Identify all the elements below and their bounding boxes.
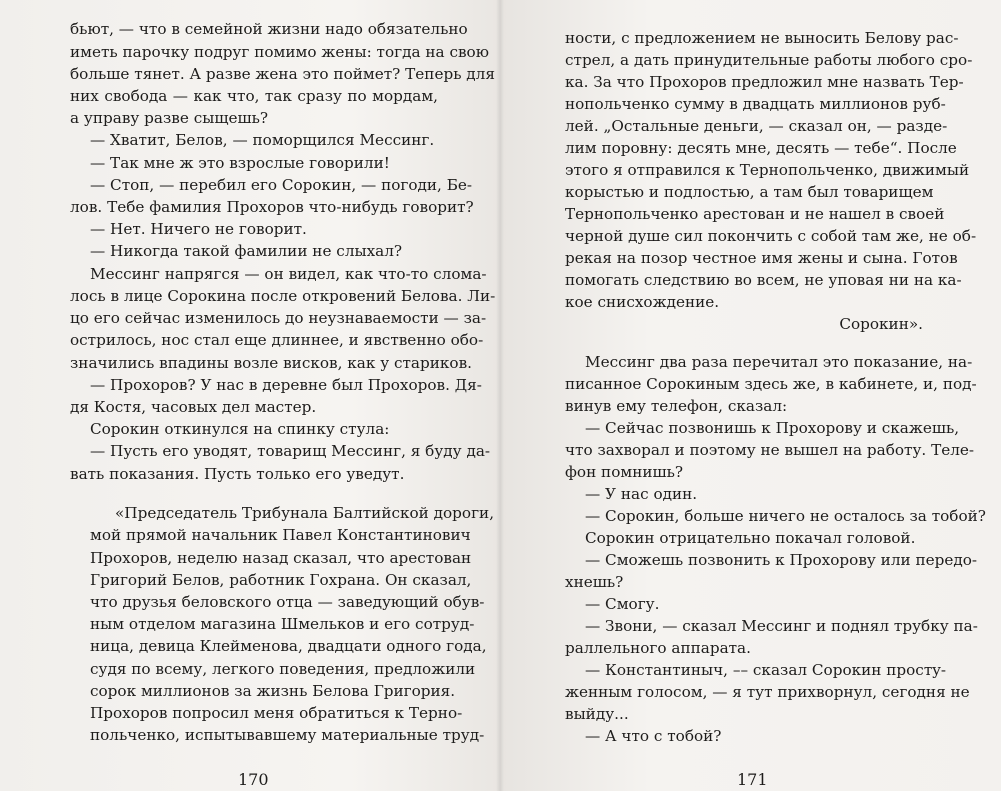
text-line: — Сейчас позвонишь к Прохорову и скажешь, <box>585 418 960 437</box>
text-line: а управу разве сыщешь? <box>70 109 269 128</box>
text-line: что захворал и поэтому не вышел на работу. Теле- <box>565 440 975 459</box>
text-line: иметь парочку подруг помимо жены: тогда на свою <box>70 42 489 61</box>
text-line: Мессинг два раза перечитал это показание, на- <box>585 352 973 371</box>
text-line: них свобода — как что, так сразу по мордам, <box>70 87 438 105</box>
text-line: этого я отправился к Тернопольченко, движимый <box>565 160 970 179</box>
text-line: Мессинг напрягся — он видел, как что-то слома- <box>90 264 487 283</box>
text-line: дя Костя, часовых дел мастер. <box>70 397 317 416</box>
text-line: писанное Сорокиным здесь же, в кабинете, и, под- <box>565 374 977 393</box>
text-line: винув ему телефон, сказал: <box>565 396 788 415</box>
text-line: рекая на позор честное имя жены и сына. Готов <box>565 248 958 267</box>
text-line: — Константиныч, –– сказал Сорокин простy- <box>585 660 946 679</box>
text-line: корыстью и подлостью, а там был товарищем <box>565 182 934 201</box>
quote-line: ница, девица Клейменова, двадцати одного года, <box>90 637 487 656</box>
text-line: нопольченко сумму в двадцать миллионов руб- <box>565 94 946 113</box>
text-line: — Прохоров? У нас в деревне был Прохоров. Дя- <box>90 375 482 394</box>
text-line: острилось, нос стал еще длиннее, и явственно обо- <box>70 331 484 350</box>
text-line: цо его сейчас изменилось до неузнаваемости — за- <box>70 309 487 328</box>
page-number: 171 <box>737 770 768 789</box>
page-number: 170 <box>238 770 269 789</box>
text-line: ка. За что Прохоров предложил мне назвать Тер- <box>565 72 964 91</box>
quote-line: сорок миллионов за жизнь Белова Григория. <box>90 681 456 700</box>
text-line: больше тянет. А разве жена это поймет? Теперь для <box>70 64 495 83</box>
text-line: бьют, — что в семейной жизни надо обязательно <box>70 20 468 39</box>
text-line: — Пусть его уводят, товарищ Мессинг, я буду да- <box>90 442 491 461</box>
quote-line: судя по всему, легкого поведения, предложили <box>90 659 476 678</box>
text-line: женным голосом, — я тут прихворнул, сегодня не <box>565 682 970 701</box>
text-line: Сорокин отрицательно покачал головой. <box>585 528 916 547</box>
text-line: раллельного аппарата. <box>565 638 751 657</box>
text-line: — У нас один. <box>585 484 698 503</box>
text-line: фон помнишь? <box>565 462 684 481</box>
text-line: — Сорокин, больше ничего не осталось за тобой? <box>585 506 986 525</box>
text-line: черной душе сил покончить с собой там же, не об- <box>565 226 977 245</box>
text-line: — Хватит, Белов, — поморщился Мессинг. <box>90 131 435 150</box>
text-line: помогать следствию во всем, не уповая ни на ка- <box>565 270 962 289</box>
quote-line: польченко, испытывавшему материальные труд- <box>90 726 485 745</box>
quote-line: Григорий Белов, работник Гохрана. Он сказал, <box>90 570 472 589</box>
text-line: — Нет. Ничего не говорит. <box>90 220 307 239</box>
text-line: кое снисхождение. <box>565 292 720 311</box>
quote-line: мой прямой начальник Павел Константинович <box>90 526 471 545</box>
text-line: Тернопольченко арестован и не нашел в своей <box>565 204 945 223</box>
text-line: ности, с предложением не выносить Белову рас- <box>565 28 959 47</box>
signature-line: Сорокин». <box>839 314 923 333</box>
text-line: — Смогу. <box>585 594 660 613</box>
text-line: выйду... <box>565 704 629 723</box>
text-line: стрел, а дать принудительные работы любого сро- <box>565 50 973 69</box>
text-line: вать показания. Пусть только его уведут. <box>70 464 405 483</box>
text-line: лей. „Остальные деньги, — сказал он, — разде- <box>565 116 948 135</box>
text-line: лось в лице Сорокина после откровений Белова. Ли- <box>70 286 496 305</box>
text-line: значились впадины возле висков, как у стариков. <box>70 353 472 372</box>
quote-line: Прохоров попросил меня обратиться к Терно- <box>90 704 463 723</box>
quote-line: ным отделом магазина Шмельков и его сотруд- <box>90 615 475 634</box>
quote-line: что друзья беловского отца — заведующий обув- <box>90 593 485 611</box>
text-line: — Стоп, — перебил его Сорокин, — погоди, Бе- <box>90 175 473 194</box>
text-line: — А что с тобой? <box>585 726 722 745</box>
book-gutter <box>496 0 504 791</box>
quote-line: Прохоров, неделю назад сказал, что арестован <box>90 548 472 567</box>
text-line: лим поровну: десять мне, десять — тебе“. После <box>565 138 957 157</box>
text-line: — Так мне ж это взрослые говорили! <box>90 153 390 172</box>
text-line: — Никогда такой фамилии не слыхал? <box>90 242 403 261</box>
text-line: — Звони, — сказал Мессинг и поднял трубку па- <box>585 616 978 635</box>
text-line: хнешь? <box>565 572 624 591</box>
text-line: Сорокин откинулся на спинку стула: <box>90 420 390 439</box>
text-line: — Сможешь позвонить к Прохорову или передо- <box>585 550 978 569</box>
quote-line: «Председатель Трибунала Балтийской дороги, <box>115 504 495 523</box>
text-line: лов. Тебе фамилия Прохоров что-нибудь говорит? <box>70 198 474 216</box>
